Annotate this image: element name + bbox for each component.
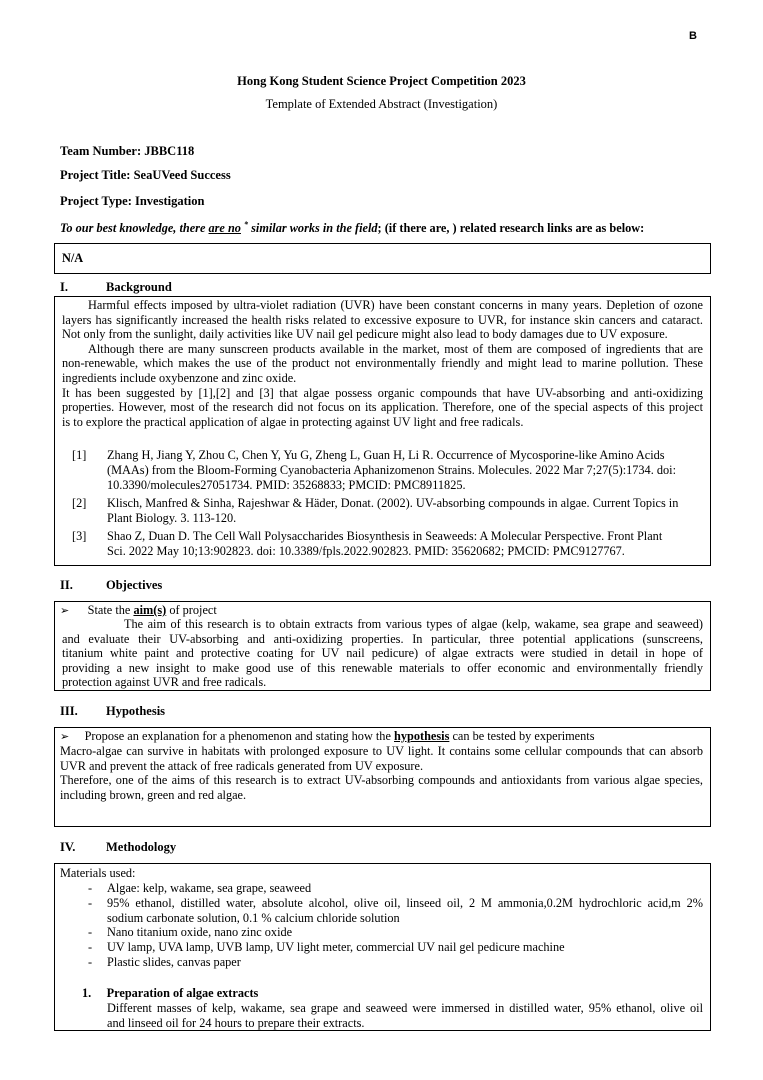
paragraph-line: including brown, green and red algae.	[60, 787, 247, 802]
dash-bullet-icon: -	[88, 895, 93, 910]
reference-number: [2]	[72, 496, 87, 510]
arrow-bullet-icon: ➢	[60, 731, 70, 743]
paragraph-line: Although there are many sunscreen products available in the market, most of them are composed of ingredients that are	[88, 341, 703, 356]
reference-line: Shao Z, Duan D. The Cell Wall Polysaccharides Biosynthesis in Seaweeds: A Molecular Perspective. Front Plant	[107, 529, 663, 543]
document-subtitle: Template of Extended Abstract (Investigation)	[265, 97, 498, 111]
material-item: Algae: kelp, wakame, sea grape, seaweed	[107, 881, 312, 895]
section-heading-background: I. Background	[60, 280, 172, 294]
paragraph-line: and linseed oil for 24 hours to prepare their extracts.	[107, 1015, 365, 1030]
section-heading-methodology: IV. Methodology	[60, 840, 177, 854]
reference-line: Sci. 2022 May 10;13:902823. doi: 10.3389/fpls.2022.902823. PMID: 35620682; PMCID: PMC9127767.	[107, 544, 625, 558]
paragraph-line: providing a new insight to make good use of this renewable materials to offer economic and environmentally friendly	[62, 660, 703, 675]
page-corner-label: B	[689, 30, 697, 42]
material-item: 95% ethanol, distilled water, absolute alcohol, olive oil, linseed oil, 2 M ammonia,0.2M hydrochloric acid,m 2%	[107, 895, 703, 910]
reference-number: [1]	[72, 448, 87, 462]
paragraph-line: is to explore the practical application of algae in protecting against UV light and free radicals.	[62, 414, 524, 429]
similar-works-notice: To our best knowledge, there are no * similar works in the field; (if there are, ) related research links are as below:	[60, 220, 645, 236]
paragraph-line: It has been suggested by [1],[2] and [3] that algae possess organic compounds that have UV-absorbing and anti-oxidizing	[62, 385, 703, 400]
reference-line: Zhang H, Jiang Y, Zhou C, Chen Y, Yu G, Zheng L, Guan H, Li R. Occurrence of Mycosporine-like Amino Acids	[107, 448, 665, 462]
reference-number: [3]	[72, 529, 87, 543]
paragraph-line: properties. However, most of the research did not focus on its application. Therefore, one of the special aspects of this project	[62, 400, 703, 415]
paragraph-line: titanium white paint and protective coating for UV nail pedicure) of algae extracts were studied in detail in hope of	[62, 646, 703, 661]
material-item: sodium carbonate solution, 0.1 % calcium chloride solution	[107, 910, 400, 925]
paragraph-line: and evaluate their UV-absorbing and anti-oxidizing properties. In particular, three potential applications (sunscreens,	[62, 631, 703, 646]
paragraph-line: protection against UVR and free radicals.	[62, 675, 267, 690]
dash-bullet-icon: -	[88, 881, 93, 895]
reference-line: (MAAs) from the Bloom-Forming Cyanobacteria Aphanizomenon Strains. Molecules. 2022 Mar 7;27(5):1734. doi:	[107, 463, 676, 477]
paragraph-line: Not only from the sunlight, daily activities like UV nail gel pedicure might also lead to body damages due to UV exposure.	[62, 327, 668, 342]
paragraph-line: Different masses of kelp, wakame, sea grape and seaweed were immersed in distilled water, 95% ethanol, olive oil	[107, 1001, 703, 1015]
section-heading-objectives: II. Objectives	[60, 578, 163, 592]
paragraph-line: non-renewable, which makes the use of the product not environmentally friendly and might lead to marine pollution. These	[62, 356, 703, 371]
reference-line: Plant Biology. 3. 113-120.	[107, 511, 237, 525]
paragraph-line: The aim of this research is to obtain extracts from various types of algae (kelp, wakame, sea grape and seaweed)	[124, 617, 703, 631]
document-title: Hong Kong Student Science Project Competition 2023	[237, 74, 526, 88]
project-type: Project Type: Investigation	[60, 194, 205, 208]
paragraph-line: UVR and prevent the attack of free radicals generated from UV exposure.	[60, 758, 424, 773]
step-heading: 1. Preparation of algae extracts	[82, 986, 259, 1000]
material-item: Plastic slides, canvas paper	[107, 955, 241, 969]
paragraph-line: Harmful effects imposed by ultra-violet radiation (UVR) have been constant concerns in many years. Depletion of ozone	[88, 298, 703, 312]
dash-bullet-icon: -	[88, 940, 93, 955]
project-title: Project Title: SeaUVeed Success	[60, 168, 231, 182]
similar-works-box	[54, 243, 711, 274]
material-item: Nano titanium oxide, nano zinc oxide	[107, 925, 293, 940]
team-number: Team Number: JBBC118	[60, 144, 195, 158]
paragraph-line: layers has significantly increased the health risks related to excessive exposure to UVR, for instance skin cancers and cataract.	[62, 312, 703, 327]
reference-line: 10.3390/molecules27051734. PMID: 35268833; PMCID: PMC8911825.	[107, 478, 466, 492]
similar-works-answer: N/A	[62, 251, 84, 265]
material-item: UV lamp, UVA lamp, UVB lamp, UV light meter, commercial UV nail gel pedicure machine	[107, 940, 565, 955]
objectives-prompt: ➢ State the aim(s) of project	[60, 603, 217, 617]
arrow-bullet-icon: ➢	[60, 605, 70, 617]
section-heading-hypothesis: III. Hypothesis	[60, 704, 166, 718]
dash-bullet-icon: -	[88, 925, 93, 940]
paragraph-line: Therefore, one of the aims of this research is to extract UV-absorbing compounds and antioxidants from various algae species,	[60, 773, 703, 788]
paragraph-line: Macro-algae can survive in habitats with prolonged exposure to UV light. It contains some cellular compounds that can absorb	[60, 744, 703, 758]
paragraph-line: ingredients include oxybenzone and zinc oxide.	[62, 371, 297, 385]
materials-label: Materials used:	[60, 866, 136, 880]
reference-line: Klisch, Manfred & Sinha, Rajeshwar & Häder, Donat. (2002). UV-absorbing compounds in algae. Current Topics in	[107, 496, 679, 510]
hypothesis-prompt: ➢ Propose an explanation for a phenomenon and stating how the hypothesis can be tested by experiments	[60, 729, 595, 743]
dash-bullet-icon: -	[88, 955, 93, 969]
